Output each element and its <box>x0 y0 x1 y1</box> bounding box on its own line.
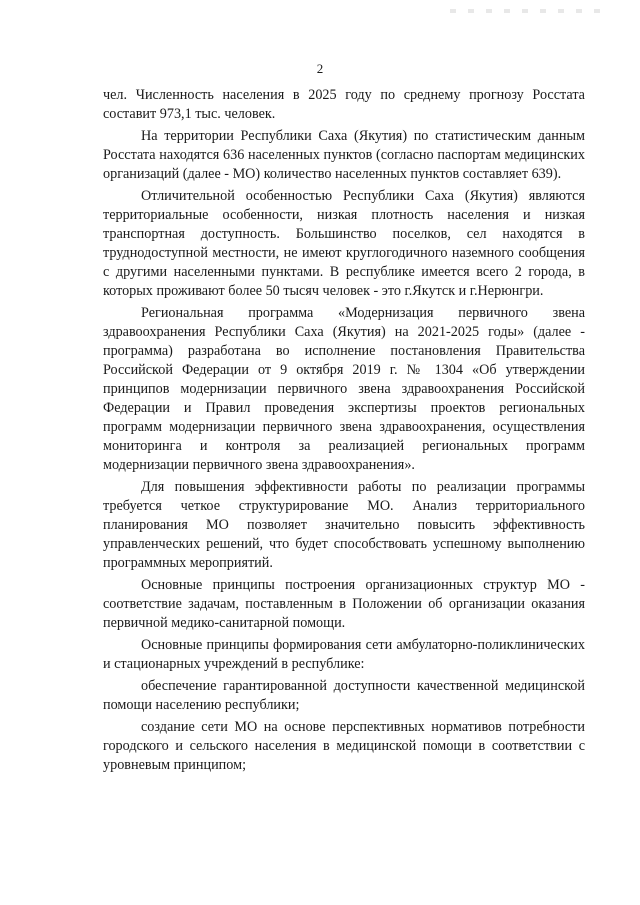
document-body <box>103 86 585 778</box>
paragraph-program-efficiency: Для повышения эффективности работы по реализации программы требуется четкое структурирование МО. Анализ территориального планирования МО позволяет значительно повысить эффективность управленческих решений, что будет способствовать успешному выполнению программных мероприятий. <box>103 479 585 571</box>
paragraph-network-creation: создание сети МО на основе перспективных нормативов потребности городского и сельского населения в медицинской помощи в соответствии с уровневым принципом; <box>103 719 585 773</box>
paragraph-territorial-features: Отличительной особенностью Республики Саха (Якутия) являются территориальные особенности, низкая плотность населения и низкая транспортная доступность. Большинство поселков, сел находятся в труднодоступной местности, не имеют круглогодичного наземного сообщения с другими населенными пунктами. В республике имеется всего 2 города, в которых проживают более 50 тысяч человек - это г.Якутск и г.Нерюнгри. <box>103 188 585 299</box>
paragraph-guaranteed-access: обеспечение гарантированной доступности качественной медицинской помощи населению республики; <box>103 678 585 713</box>
paragraph-network-principles: Основные принципы формирования сети амбулаторно-поликлинических и стационарных учреждений в республике: <box>103 637 585 672</box>
page-number: 2 <box>316 61 324 76</box>
paragraph-population-forecast: чел. Численность населения в 2025 году по среднему прогнозу Росстата составит 973,1 тыс. человек. <box>103 87 585 122</box>
paragraph-organizational-principles: Основные принципы построения организационных структур МО - соответствие задачам, поставленным в Положении об организации оказания первичной медико-санитарной помощи. <box>103 577 585 631</box>
scan-artifact <box>450 9 610 13</box>
paragraph-settlements-count: На территории Республики Саха (Якутия) по статистическим данным Росстата находятся 636 населенных пунктов (согласно паспортам медицинских организаций (далее - МО) количество населенных пунктов составляет 639). <box>103 128 585 182</box>
paragraph-regional-program: Региональная программа «Модернизация первичного звена здравоохранения Республики Саха (Якутия) на 2021-2025 годы» (далее - программа) разработана во исполнение постановления Правительства Российской Федерации от 9 октября 2019 г. № 1304 «Об утверждении принципов модернизации первичного звена здравоохранения Российской Федерации и Правил проведения экспертизы проектов региональных программ модернизации первичного звена здравоохранения, осуществления мониторинга и контроля за реализацией региональных программ модернизации первичного звена здравоохранения». <box>103 305 585 473</box>
